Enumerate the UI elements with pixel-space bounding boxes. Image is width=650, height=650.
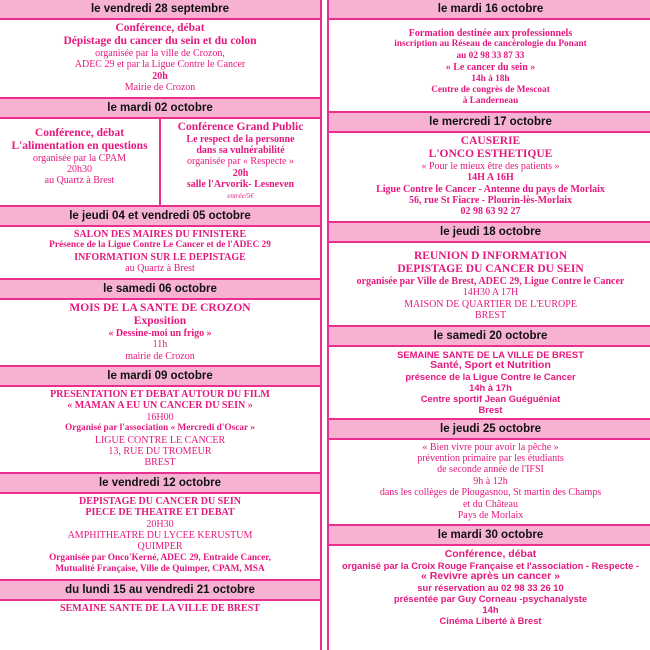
date-header: le jeudi 25 octobre: [329, 418, 650, 440]
event-phone: sur réservation au 02 98 33 26 10: [417, 582, 564, 594]
date-header: le mardi 16 octobre: [329, 0, 650, 20]
event-block: [0, 119, 161, 205]
event-organizer: organisé par la Croix Rouge Française et l'association - Respecte -: [341, 560, 640, 572]
event-venue: Mairie de Crozon: [124, 82, 196, 94]
event-subtitle: « Pour le mieux être des patients »: [421, 160, 560, 172]
event-venue: Centre de congrès de Mescoat: [431, 85, 550, 96]
event-block: [0, 300, 320, 365]
event-time: 20h30: [67, 164, 92, 176]
event-subtitle: L'alimentation en questions: [11, 139, 148, 152]
date-header: le mardi 02 octobre: [0, 97, 320, 119]
event-block: [0, 20, 320, 97]
event-subtitle: Santé, Sport et Nutrition: [430, 358, 551, 371]
event-price: entrée/5€: [227, 191, 254, 200]
date-header: le vendredi 28 septembre: [0, 0, 320, 20]
event-block: [161, 119, 320, 205]
event-venue: 13, RUE DU TROMEUR: [108, 445, 212, 457]
event-organizer: Organisée par Onco'Kerné, ADEC 29, Entraide Cancer,: [49, 552, 271, 563]
event-organizer: ADEC 29 et par la Ligue Contre le Cancer: [74, 59, 246, 71]
event-time: 20h: [152, 70, 168, 82]
event-title: SALON DES MAIRES DU FINISTERE: [73, 229, 247, 241]
date-header: le mardi 30 octobre: [329, 524, 650, 546]
event-time: 20H30: [146, 518, 174, 530]
event-block: [329, 440, 650, 525]
event-venue: 56, rue St Fiacre - Plourin-lès-Morlaix: [408, 195, 573, 207]
event-venue: AMPHITHEATRE DU LYCEE KERUSTUM: [67, 529, 253, 541]
event-detail: inscription au Réseau de cancérologie du Ponant: [394, 39, 587, 50]
event-time: 14h: [482, 604, 499, 616]
event-block: [329, 243, 650, 325]
event-title: Conférence, débat: [444, 548, 537, 561]
event-organizer: organisée par « Respecte »: [187, 156, 294, 168]
right-column: [327, 0, 650, 650]
left-column: [0, 0, 322, 650]
event-subtitle: DEPISTAGE DU CANCER DU SEIN: [397, 262, 584, 275]
event-venue: Ligue Contre le Cancer - Antenne du pays de Morlaix: [376, 183, 605, 195]
event-venue: Cinéma Liberté à Brest: [439, 615, 542, 627]
event-title: DEPISTAGE DU CANCER DU SEIN: [78, 495, 242, 507]
event-title: REUNION D INFORMATION: [413, 249, 568, 262]
event-venue: dans les collèges de Plougasnou, St martin des Champs: [379, 487, 602, 499]
event-organizer: organisée par Ville de Brest, ADEC 29, Ligue Contre le Cancer: [356, 275, 625, 287]
event-title: SEMAINE SANTE DE LA VILLE DE BREST: [60, 602, 260, 614]
event-subtitle: dans sa vulnérabilité: [196, 145, 285, 157]
event-title: Conférence, débat: [115, 22, 205, 34]
event-phone: 02 98 63 92 27: [460, 206, 521, 218]
event-venue: Pays de Morlaix: [457, 509, 524, 521]
event-phone: au 02 98 33 87 33: [456, 50, 525, 61]
date-header: le jeudi 18 octobre: [329, 221, 650, 243]
date-header: le mardi 09 octobre: [0, 365, 320, 387]
event-block: [329, 347, 650, 418]
event-block: [329, 20, 650, 111]
date-header: le vendredi 12 octobre: [0, 472, 320, 494]
event-time: 11h: [152, 339, 168, 351]
event-block: [329, 133, 650, 221]
event-block: [0, 494, 320, 579]
event-time: 14H A 16H: [467, 172, 514, 184]
event-title: « Bien vivre pour avoir la pêche »: [422, 441, 559, 453]
event-subtitle: « MAMAN A EU UN CANCER DU SEIN »: [67, 400, 253, 412]
event-title: CAUSERIE: [460, 134, 521, 147]
event-venue: BREST: [474, 310, 507, 322]
event-venue: mairie de Crozon: [125, 350, 195, 362]
date-header: le mercredi 17 octobre: [329, 111, 650, 133]
event-title: PRESENTATION ET DEBAT AUTOUR DU FILM: [50, 388, 270, 400]
date-header: du lundi 15 au vendredi 21 octobre: [0, 579, 320, 601]
event-organizer: organisée par la ville de Crozon,: [95, 48, 225, 59]
event-title: Conférence, débat: [34, 126, 125, 139]
event-venue: Brest: [478, 403, 503, 415]
event-venue: à Landerneau: [462, 96, 519, 107]
event-subtitle: PIECE DE THEATRE ET DEBAT: [85, 507, 235, 519]
event-organizer: Mutualité Française, Ville de Quimper, CPAM, MSA: [55, 564, 265, 575]
event-time: 14H30 A 17H: [462, 287, 519, 299]
event-time: 16H00: [146, 411, 174, 423]
event-venue: salle l'Arvorik- Lesneven: [186, 179, 295, 191]
event-subtitle: L'ONCO ESTHETIQUE: [428, 147, 553, 160]
event-venue: au Quartz à Brest: [125, 263, 195, 275]
event-title: Formation destinée aux professionnels: [408, 28, 573, 39]
event-title: SEMAINE SANTE DE LA VILLE DE BREST: [397, 348, 584, 360]
event-time: 14h à 18h: [471, 73, 510, 84]
date-header: le samedi 06 octobre: [0, 278, 320, 300]
date-header: le samedi 20 octobre: [329, 325, 650, 347]
event-venue: BREST: [144, 457, 176, 469]
event-venue: MAISON DE QUARTIER DE L'EUROPE: [404, 298, 577, 310]
event-block: [0, 601, 320, 617]
event-venue: Centre sportif Jean Guéguéniat: [420, 392, 561, 404]
event-detail: Présence de la Ligue Contre Le Cancer et de l'ADEC 29: [49, 240, 271, 251]
event-subtitle: INFORMATION SUR LE DEPISTAGE: [74, 251, 246, 263]
date-header: le jeudi 04 et vendredi 05 octobre: [0, 205, 320, 227]
event-speaker: présentée par Guy Corneau -psychanalyste: [393, 593, 588, 605]
event-block: [329, 546, 650, 629]
event-time: 20h: [232, 167, 249, 179]
event-detail: prévention primaire par les étudiants: [417, 452, 564, 464]
event-organizer: Organisé par l'association « Mercredi d'Oscar »: [65, 423, 255, 434]
event-block: [0, 387, 320, 472]
event-detail: présence de la Ligue Contre le Cancer: [405, 370, 576, 382]
event-title: Conférence Grand Public: [177, 120, 304, 133]
event-venue: et du Château: [463, 498, 518, 510]
event-venue: au Quartz à Brest: [44, 175, 115, 187]
event-subtitle: « Revivre après un cancer »: [421, 570, 560, 583]
event-subtitle: Exposition: [133, 314, 187, 327]
event-venue: QUIMPER: [137, 541, 183, 553]
event-venue: LIGUE CONTRE LE CANCER: [94, 434, 226, 446]
event-split: [0, 119, 320, 205]
event-block: [0, 227, 320, 278]
event-detail: de seconde année de l'IFSI: [437, 464, 544, 476]
event-subtitle: Le respect de la personne: [186, 133, 295, 145]
event-organizer: organisée par la CPAM: [32, 152, 127, 164]
event-subtitle: Dépistage du cancer du sein et du colon: [63, 35, 257, 47]
event-subtitle: « Le cancer du sein »: [445, 62, 536, 74]
event-time: 9h à 12h: [473, 475, 508, 487]
event-title: MOIS DE LA SANTE DE CROZON: [69, 301, 251, 314]
event-subtitle: « Dessine-moi un frigo »: [108, 327, 212, 339]
event-time: 14h à 17h: [469, 381, 512, 393]
